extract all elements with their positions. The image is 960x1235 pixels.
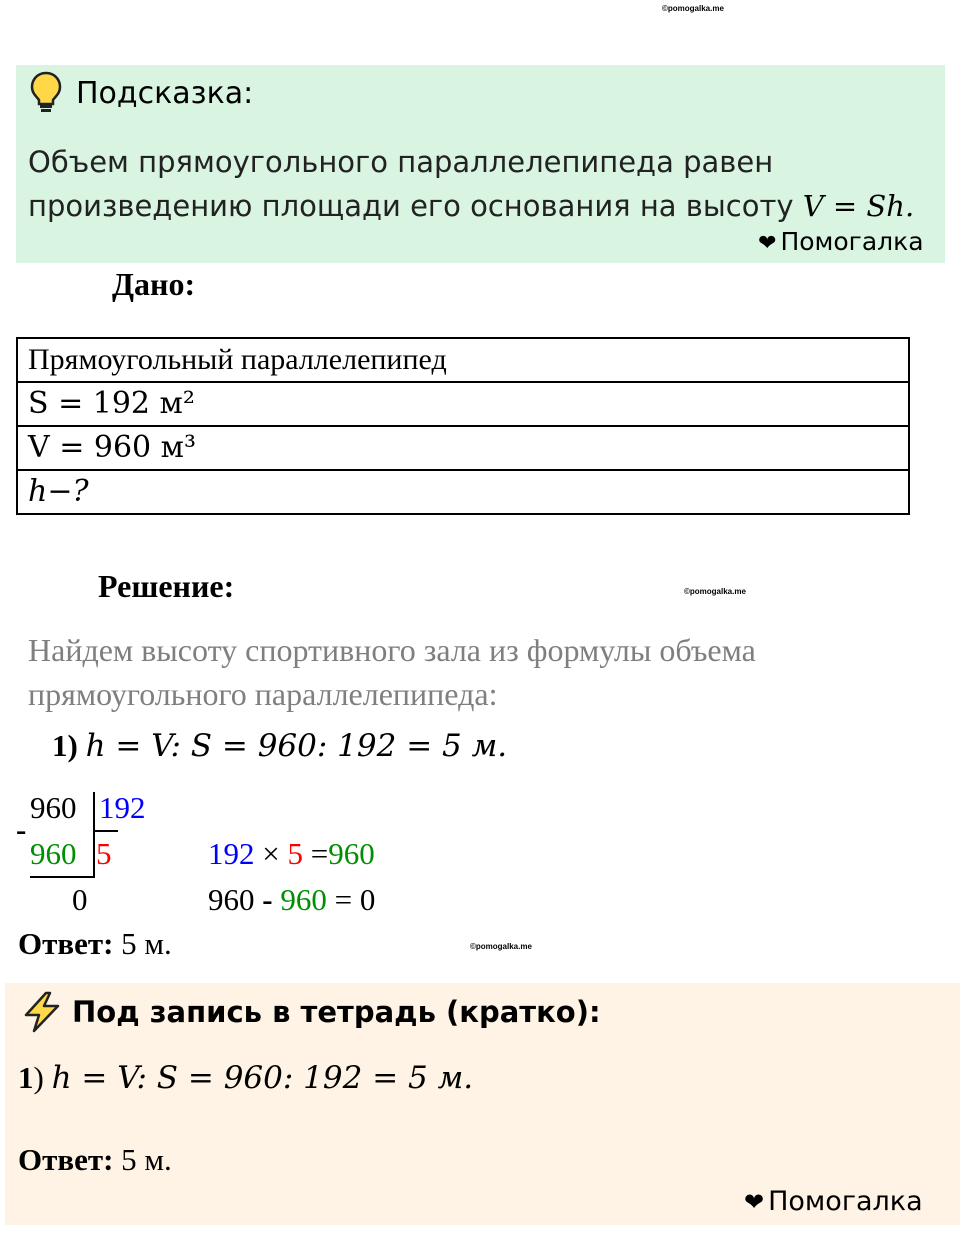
check-multiplication bbox=[208, 836, 375, 872]
brand-label: Помогалка bbox=[768, 1186, 923, 1217]
check2-c: 0 bbox=[359, 882, 376, 917]
watermark-middle: ©pomogalka.me bbox=[684, 587, 746, 596]
check1-c: 960 bbox=[328, 836, 375, 871]
given-row-1: Прямоугольный параллелепипед bbox=[17, 338, 909, 382]
division-divisor: 192 bbox=[99, 790, 146, 825]
division-product: 960 bbox=[30, 836, 77, 871]
check1-op: × bbox=[262, 836, 280, 871]
note-brand bbox=[744, 1186, 923, 1217]
check1-eq: = bbox=[310, 836, 329, 871]
hint-title: Подсказка: bbox=[76, 76, 254, 111]
answer bbox=[18, 926, 172, 962]
hint-line-1: Объем прямоугольного параллелепипеда равен bbox=[28, 145, 774, 179]
note-answer-value: 5 м. bbox=[121, 1142, 172, 1177]
table-row bbox=[17, 426, 909, 470]
step-number: 1) bbox=[52, 728, 78, 763]
division-dividend: 960 bbox=[30, 790, 77, 825]
hint-brand bbox=[758, 227, 924, 256]
check2-b: 960 bbox=[280, 882, 327, 917]
division-remainder: 0 bbox=[72, 882, 88, 917]
solution-step-1 bbox=[52, 728, 507, 764]
hint-line-2-text: произведению площади его основания на высоту bbox=[28, 189, 794, 223]
table-row bbox=[17, 338, 909, 382]
heart-icon: ❤ bbox=[744, 1190, 765, 1216]
hint-formula: V = Sh. bbox=[802, 189, 915, 223]
hint-line-2 bbox=[28, 184, 914, 228]
check1-b: 5 bbox=[287, 836, 303, 871]
given-title: Дано: bbox=[112, 266, 196, 302]
given-row-3: V = 960 м³ bbox=[17, 426, 909, 470]
check-subtraction bbox=[208, 882, 375, 918]
note-answer bbox=[18, 1142, 172, 1178]
division-quotient: 5 bbox=[96, 836, 112, 871]
note-step-expression: h = V: S = 960: 192 = 5 м. bbox=[51, 1060, 474, 1096]
brand-label: Помогалка bbox=[780, 227, 924, 256]
answer-value: 5 м. bbox=[121, 926, 172, 961]
note-answer-label: Ответ: bbox=[18, 1142, 114, 1177]
division-lines bbox=[28, 790, 128, 882]
given-row-4: h−? bbox=[17, 470, 909, 514]
heart-icon: ❤ bbox=[758, 230, 777, 255]
step-expression: h = V: S = 960: 192 = 5 м. bbox=[85, 728, 508, 764]
watermark-top: ©pomogalka.me bbox=[662, 4, 724, 13]
note-step-number: 1 bbox=[18, 1060, 34, 1095]
solution-line-2: прямоугольного параллелепипеда: bbox=[28, 676, 498, 712]
lightning-icon bbox=[20, 990, 64, 1034]
given-table bbox=[16, 337, 910, 515]
solution-line-1: Найдем высоту спортивного зала из формулы объема bbox=[28, 632, 756, 668]
hint-text bbox=[28, 140, 914, 228]
watermark-bottom: ©pomogalka.me bbox=[470, 942, 532, 951]
given-row-2: S = 192 м² bbox=[17, 382, 909, 426]
note-step-1 bbox=[18, 1060, 473, 1096]
note-title: Под запись в тетрадь (кратко): bbox=[72, 995, 601, 1029]
check1-a: 192 bbox=[208, 836, 255, 871]
lightbulb-icon bbox=[28, 70, 64, 114]
solution-text bbox=[28, 628, 756, 716]
table-row bbox=[17, 382, 909, 426]
solution-title: Решение: bbox=[98, 568, 235, 604]
answer-label: Ответ: bbox=[18, 926, 114, 961]
check2-op: - bbox=[262, 882, 273, 917]
table-row bbox=[17, 470, 909, 514]
check2-a: 960 bbox=[208, 882, 255, 917]
note-step-paren: ) bbox=[33, 1060, 44, 1095]
division-minus: - bbox=[16, 812, 27, 847]
check2-eq: = bbox=[334, 882, 353, 917]
